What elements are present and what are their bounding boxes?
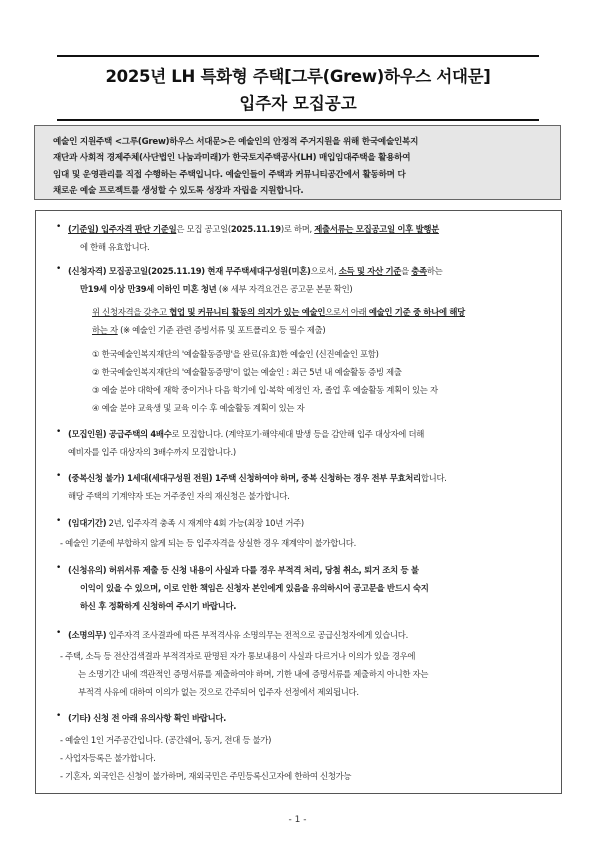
age-criteria: 만19세 이상 만39세 이하인 미혼 청년 [80,284,217,294]
misc-item: - 기혼자, 외국인은 신청이 불가하며, 재외국민은 주민등록신고자에 한하여 신청가능 [60,771,352,781]
text-segment: 은 모집 공고일( [176,224,231,234]
artist-criteria-note: 예술인 기준 중 하나에 해당 [368,307,465,317]
artist-criteria-item: ③ 예술 분야 대학에 재학 중이거나 다음 학기에 입·복학 예정인 자, 졸업 후 예술활동 계획이 있는 자 [92,385,438,395]
lease-period-label: (임대기간) [68,518,107,528]
bullet-dot: • [56,222,62,232]
title-line-1: 2025년 LH 특화형 주택[그루(Grew)하우스 서대문] [105,67,491,86]
recruitment-line-2: 예비자를 입주 대상자의 3배수까지 모집합니다.) [68,447,236,457]
explanation-line-3: 는 소명기간 내에 객관적인 증명서류를 제출하여야 하며, 기한 내에 증명서류를 제출하지 아니한 자는 [78,669,429,679]
bullet-dot: • [56,471,62,481]
recruitment-label: (모집인원) 공급주택의 4배수 [68,429,172,439]
notice-box [35,210,562,794]
community-will-note: 협업 및 커뮤니티 활동의 의지가 있는 예술인 [169,307,326,317]
duplicate-line-2: 해당 주택의 기계약자 또는 거주중인 자의 재신청은 불가합니다. [68,491,290,501]
eligibility-line-1 [68,265,442,277]
bullet-dot: • [56,264,62,274]
text-segment: 2년, 입주자격 충족 시 재계약 4회 가능(최장 10년 거주) [106,518,304,528]
recruitment-line-1 [68,428,424,440]
text-segment: 입주자격 조사결과에 따른 부적격사유 소명의무는 전적으로 공급신청자에게 있습니다. [106,630,408,640]
text-segment: 충족 [411,266,427,276]
artist-criteria-line-2 [92,324,325,336]
caution-line-2: 이익이 있을 수 있으며, 이로 인한 책임은 신청자 본인에게 있음을 유의하시어 공고문을 반드시 숙지 [80,583,429,593]
misc-label: (기타) 신청 전 아래 유의사항 확인 바랍니다. [68,713,227,723]
misc-item: - 사업자등록은 불가합니다. [60,753,156,763]
announcement-date: 2025.11.19 [230,224,281,234]
bullet-dot: • [56,711,62,721]
document-validity-note: 제출서류는 모집공고일 이후 발행분 [314,224,439,234]
text-segment: (※ 세부 자격요건은 공고문 본문 확인) [216,284,353,294]
caution-line-1: (신청유의) 허위서류 제출 등 신청 내용이 사실과 다를 경우 부적격 처리, 당첨 취소, 퇴거 조치 등 불 [68,565,419,575]
lease-period-line-2: - 예술인 기준에 부합하지 않게 되는 등 입주자격을 상실한 경우 재계약이 불가합니다. [60,538,356,548]
text-segment: 하는 자 [92,325,118,335]
base-date-line-2: 에 한해 유효합니다. [80,242,150,252]
duplicate-label: (중복신청 불가) 1세대(세대구성원 전원) 1주택 신청하여야 하며, 중복 신청하는 경우 전부 무효처리 [68,473,421,483]
title-box [57,55,539,121]
caution-line-3: 하신 후 정확하게 신청하여 주시기 바랍니다. [80,601,237,611]
base-date-label: (기준일) 입주자격 판단 기준일 [68,224,177,234]
base-date-line-1 [68,223,439,235]
text-segment: 하는 [426,266,443,276]
bullet-dot: • [56,628,62,638]
page-number: - 1 - [288,815,307,825]
artist-criteria-item: ④ 예술 분야 교육생 및 교육 이수 후 예술활동 계획이 있는 자 [92,403,305,413]
text-segment: 합니다. [420,473,447,483]
text-segment: 으로서 아래 [325,307,369,317]
intro-line: 임대 및 운영관리를 직접 수행하는 주택입니다. 예술인들이 주택과 커뮤니티공간에서 활동하며 다 [53,169,406,180]
text-segment: (※ 예술인 기준 관련 증빙서류 및 포트폴리오 등 필수 제출) [117,325,326,335]
text-segment: 로 모집합니다. (계약포기·해약세대 발생 등을 감안해 입주 대상자에 더해 [171,429,425,439]
intro-line: 재단과 사회적 경제주체(사단법인 나눔과미래)가 한국토지주택공사(LH) 매입임대주택을 활용하여 [53,153,411,164]
explanation-line-4: 부적격 사유에 대하여 이의가 없는 것으로 간주되어 입주자 선정에서 제외됩니다. [78,687,359,697]
bullet-dot: • [56,516,62,526]
explanation-label: (소명의무) [68,630,107,640]
explanation-line-1 [68,629,408,641]
intro-line: 예술인 지원주택 <그루(Grew)하우스 서대문>은 예술인의 안정적 주거지원을 위해 한국예술인복지 [53,137,419,147]
text-segment: )로 하며, [280,224,315,234]
intro-box [34,125,561,200]
artist-criteria-item: ① 한국예술인복지재단의 '예술활동증명'을 완료(유효)한 예술인 (신진예술인 포함) [92,349,379,359]
intro-line: 채로운 예술 프로젝트를 생성할 수 있도록 성장과 자립을 지원합니다. [53,185,304,196]
income-asset-criteria: 소득 및 자산 기준 [338,266,402,276]
artist-criteria-line-1 [92,306,465,318]
eligibility-label: (신청자격) 모집공고일(2025.11.19) 현재 무주택세대구성원(미혼) [68,266,311,276]
bullet-dot: • [56,563,62,573]
bullet-dot: • [56,427,62,437]
text-segment: 으로서, [310,266,339,276]
artist-criteria-item: ② 한국예술인복지재단의 '예술활동증명'이 없는 예술인 : 최근 5년 내 예술활동 증빙 제출 [92,367,402,377]
duplicate-line-1 [68,472,447,484]
eligibility-line-2 [80,283,352,295]
text-segment: 을 [401,266,412,276]
misc-item: - 예술인 1인 거주공간입니다. (공간쉐어, 동거, 전대 등 불가) [60,735,272,745]
title-line-2: 입주자 모집공고 [239,94,357,113]
lease-period-line-1 [68,517,304,529]
text-segment: 위 신청자격을 갖추고 [92,307,170,317]
explanation-line-2: - 주택, 소득 등 전산검색결과 부적격자로 판명된 자가 통보내용이 사실과 다르거나 이의가 있을 경우에 [60,651,416,661]
